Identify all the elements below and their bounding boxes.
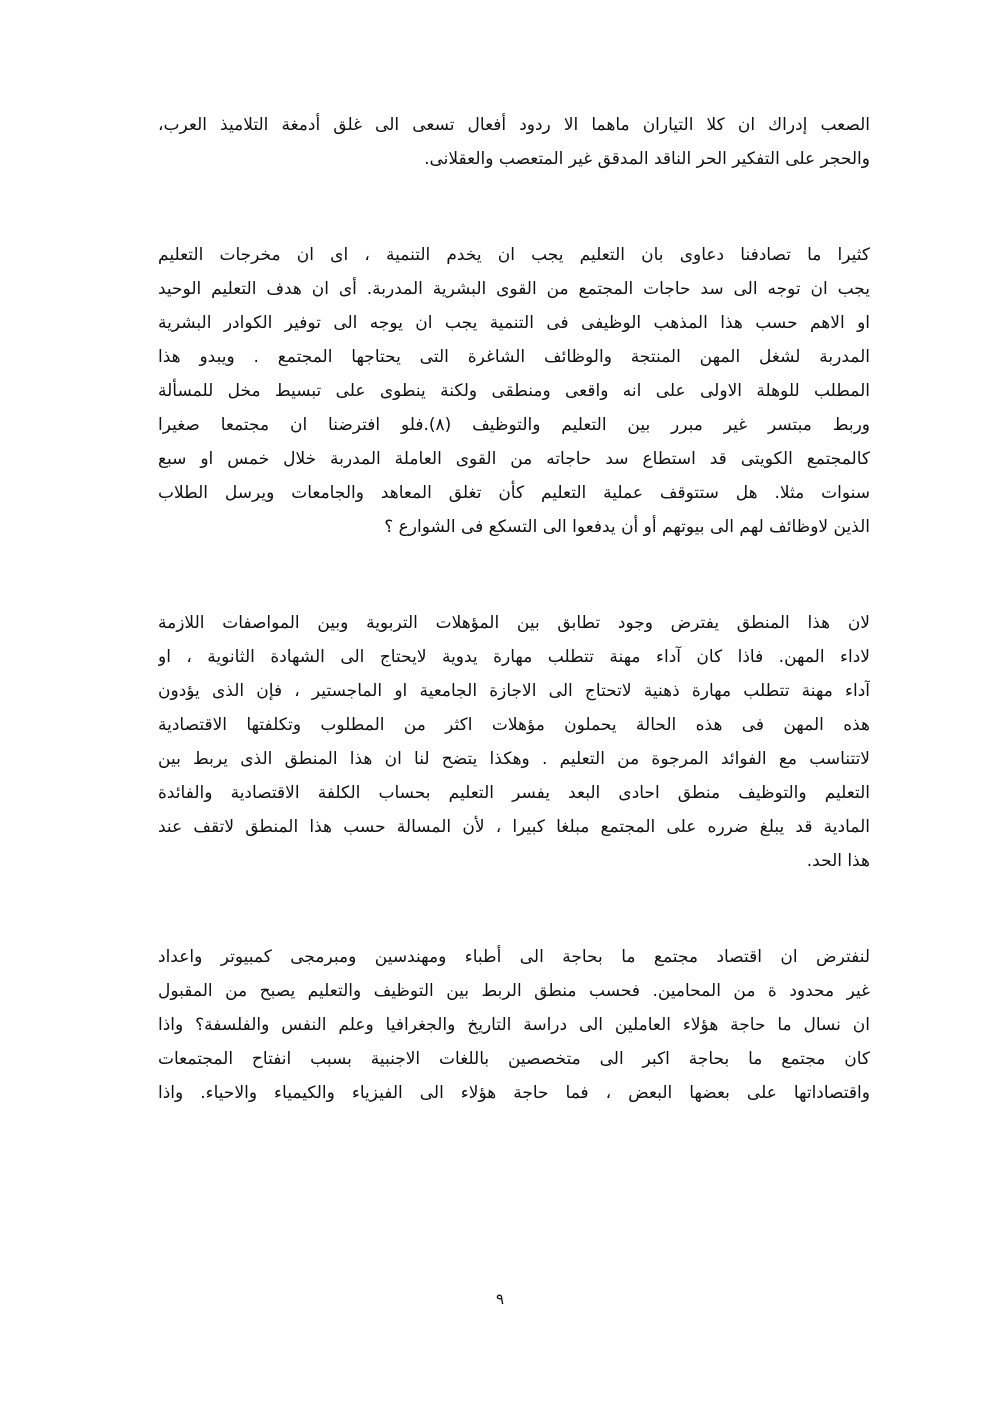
text-line: لنفترض ان اقتصاد مجتمع ما بحاجة الى أطباء ومهندسين ومبرمجى كمبيوتر واعداد (158, 947, 870, 967)
text-line: المطلب للوهلة الاولى على انه واقعى ومنطقى ولكنة ينطوى على تبسيط مخل للمسألة (158, 381, 870, 401)
text-line: لاتتناسب مع الفوائد المرجوة من التعليم . وهكذا يتضح لنا ان هذا المنطق الذى يربط بين (158, 749, 870, 769)
text-line: الصعب إدراك ان كلا التياران ماهما الا ردود أفعال تسعى الى غلق أدمغة التلاميذ العرب، (158, 115, 870, 135)
text-line: سنوات مثلا. هل ستتوقف عملية التعليم كأن تغلق المعاهد والجامعات ويرسل الطلاب (158, 483, 870, 503)
text-line: يجب ان توجه الى سد حاجات المجتمع من القوى البشرية المدربة. أى ان هدف التعليم الوحيد (158, 279, 870, 299)
text-line: كالمجتمع الكويتى قد استطاع سد حاجاته من القوى العاملة المدربة خلال خمس او سبع (158, 449, 870, 469)
text-line: كان مجتمع ما بحاجة اكبر الى متخصصين باللغات الاجنبية بسبب انفتاح المجتمعات (158, 1049, 870, 1069)
text-line: هذا الحد. (806, 851, 870, 871)
text-line: ان نسال ما حاجة هؤلاء العاملين الى دراسة التاريخ والجغرافيا وعلم النفس والفلسفة؟ واذا (158, 1015, 870, 1035)
text-line: لاداء المهن. فاذا كان آداء مهنة تتطلب مهارة يدوية لايحتاج الى الشهادة الثانوية ، او (158, 647, 870, 667)
text-line: المادية قد يبلغ ضرره على المجتمع مبلغا كبيرا ، لأن المسالة حسب هذا المنطق لاتقف عند (158, 817, 870, 837)
paragraph-4 (158, 940, 870, 1110)
text-line: هذه المهن فى هذه الحالة يحملون مؤهلات اكثر من المطلوب وتكلفتها الاقتصادية (158, 715, 870, 735)
text-line: الذين لاوظائف لهم الى بيوتهم أو أن يدفعوا الى التسكع فى الشوارع ؟ (384, 517, 870, 537)
paragraph-3 (158, 606, 870, 878)
text-line: آداء مهنة تتطلب مهارة ذهنية لاتحتاج الى الاجازة الجامعية او الماجستير ، فإن الذى يؤدون (158, 681, 870, 701)
text-line: وربط مبتسر غير مبرر بين التعليم والتوظيف (٨).فلو افترضنا ان مجتمعا صغيرا (158, 415, 870, 435)
text-line: المدربة لشغل المهن المنتجة والوظائف الشاغرة التى يحتاجها المجتمع . ويبدو هذا (158, 347, 870, 367)
paragraph-gap (158, 176, 870, 238)
paragraph-gap (158, 878, 870, 940)
text-line: لان هذا المنطق يفترض وجود تطابق بين المؤهلات التربوية وبين المواصفات اللازمة (158, 613, 870, 633)
text-line: كثيرا ما تصادفنا دعاوى بان التعليم يجب ان يخدم التنمية ، اى ان مخرجات التعليم (158, 245, 870, 265)
text-line: او الاهم حسب هذا المذهب الوظيفى فى التنمية يجب ان يوجه الى توفير الكوادر البشرية (158, 313, 870, 333)
text-line: والحجر على التفكير الحر الناقد المدقق غير المتعصب والعقلانى. (424, 149, 870, 169)
paragraph-gap (158, 544, 870, 606)
page-number: ٩ (495, 1290, 505, 1308)
paragraph-2 (158, 238, 870, 544)
text-line: غير محدود ة من المحامين. فحسب منطق الربط بين التوظيف والتعليم يصبح من المقبول (158, 981, 870, 1001)
paragraph-1 (158, 108, 870, 176)
document-body (158, 108, 870, 1110)
text-line: التعليم والتوظيف منطق احادى البعد يفسر التعليم بحساب الكلفة الاقتصادية والفائدة (158, 783, 870, 803)
text-line: واقتصاداتها على بعضها البعض ، فما حاجة هؤلاء الى الفيزياء والكيمياء والاحياء. واذا (158, 1083, 870, 1103)
